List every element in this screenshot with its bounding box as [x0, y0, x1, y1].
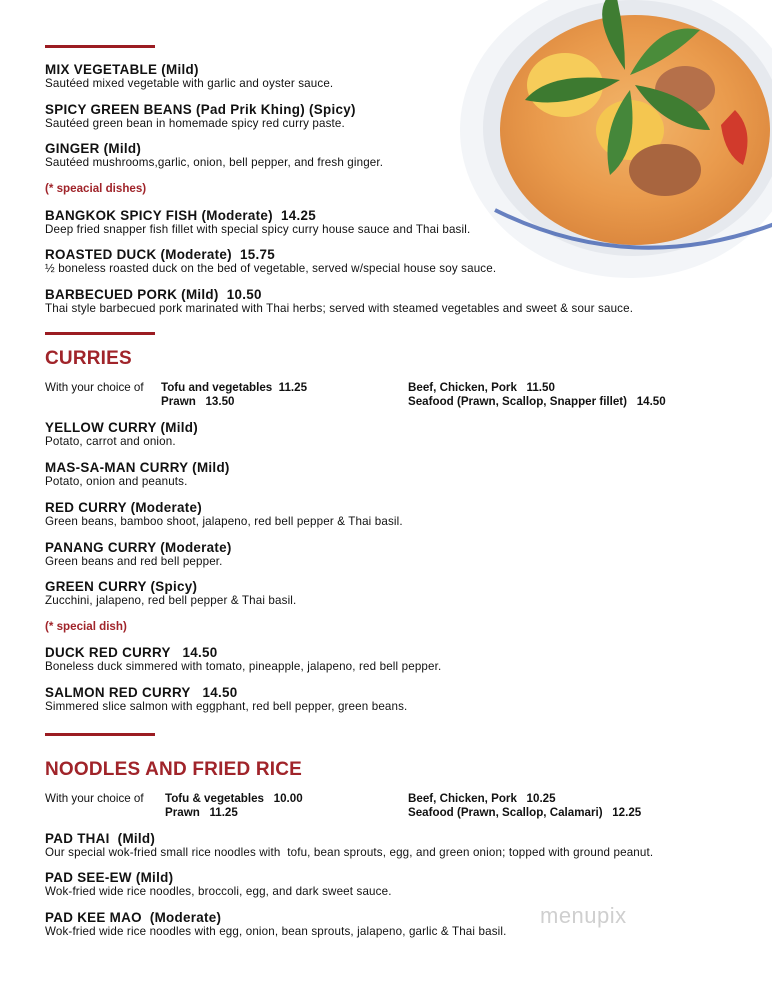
section-divider-curries — [45, 332, 155, 335]
menu-item — [45, 102, 742, 131]
item-description: Zucchini, jalapeno, red bell pepper & Thai basil. — [45, 594, 297, 607]
menu-item — [45, 685, 742, 714]
menu-item — [45, 870, 742, 899]
choice-prawn: Prawn 11.25 — [165, 806, 238, 819]
item-name: ROASTED DUCK (Moderate) 15.75 — [45, 247, 275, 262]
choice-prefix: With your choice of — [45, 792, 144, 805]
menu-item — [45, 141, 742, 170]
choice-prawn: Prawn 13.50 — [161, 395, 235, 408]
item-description: Boneless duck simmered with tomato, pineapple, jalapeno, red bell pepper. — [45, 660, 442, 673]
item-description: Simmered slice salmon with eggphant, red bell pepper, green beans. — [45, 700, 408, 713]
item-name: PANANG CURRY (Moderate) — [45, 540, 232, 555]
item-name: GREEN CURRY (Spicy) — [45, 579, 198, 594]
item-name: MIX VEGETABLE (Mild) — [45, 62, 199, 77]
item-description: Deep fried snapper fish fillet with special spicy curry house sauce and Thai basil. — [45, 223, 471, 236]
menu-item — [45, 831, 742, 860]
menu-item — [45, 645, 742, 674]
item-description: Sautéed mixed vegetable with garlic and oyster sauce. — [45, 77, 334, 90]
item-description: Sautéed mushrooms,garlic, onion, bell pepper, and fresh ginger. — [45, 156, 384, 169]
menu-item — [45, 579, 742, 608]
menu-item — [45, 287, 742, 316]
choice-prefix: With your choice of — [45, 381, 144, 394]
item-name: DUCK RED CURRY 14.50 — [45, 645, 218, 660]
item-name: BARBECUED PORK (Mild) 10.50 — [45, 287, 262, 302]
item-name: PAD KEE MAO (Moderate) — [45, 910, 222, 925]
item-description: Thai style barbecued pork marinated with Thai herbs; served with steamed vegetables and sweet & sour sauce. — [45, 302, 634, 315]
choice-tofu: Tofu & vegetables 10.00 — [165, 792, 303, 805]
menu-item — [45, 62, 742, 91]
section-title-noodles: NOODLES AND FRIED RICE — [45, 759, 303, 780]
item-name: PAD THAI (Mild) — [45, 831, 156, 846]
menu-item — [45, 460, 742, 489]
special-dish-label: (* special dish) — [45, 620, 127, 633]
section-divider-noodles — [45, 733, 155, 736]
item-name: PAD SEE-EW (Mild) — [45, 870, 174, 885]
item-name: SPICY GREEN BEANS (Pad Prik Khing) (Spicy) — [45, 102, 356, 117]
item-description: Wok-fried wide rice noodles with egg, onion, bean sprouts, jalapeno, garlic & Thai basil. — [45, 925, 507, 938]
menu-item — [45, 208, 742, 237]
item-name: RED CURRY (Moderate) — [45, 500, 203, 515]
item-name: SALMON RED CURRY 14.50 — [45, 685, 238, 700]
choice-beef: Beef, Chicken, Pork 11.50 — [408, 381, 555, 394]
section-divider-top — [45, 45, 155, 48]
menu-item — [45, 247, 742, 276]
item-name: MAS-SA-MAN CURRY (Mild) — [45, 460, 230, 475]
menu-item — [45, 420, 742, 449]
choice-beef: Beef, Chicken, Pork 10.25 — [408, 792, 556, 805]
choice-seafood: Seafood (Prawn, Scallop, Calamari) 12.25 — [408, 806, 642, 819]
item-description: Sautéed green bean in homemade spicy red curry paste. — [45, 117, 345, 130]
item-description: Green beans, bamboo shoot, jalapeno, red bell pepper & Thai basil. — [45, 515, 403, 528]
special-dishes-label: (* speacial dishes) — [45, 182, 147, 195]
menupix-watermark: menupix — [540, 903, 627, 928]
item-name: YELLOW CURRY (Mild) — [45, 420, 198, 435]
item-description: Potato, onion and peanuts. — [45, 475, 188, 488]
choice-tofu: Tofu and vegetables 11.25 — [161, 381, 308, 394]
item-description: ½ boneless roasted duck on the bed of vegetable, served w/special house soy sauce. — [45, 262, 497, 275]
item-description: Potato, carrot and onion. — [45, 435, 176, 448]
section-title-curries: CURRIES — [45, 348, 132, 369]
choice-seafood: Seafood (Prawn, Scallop, Snapper fillet) 14.50 — [408, 395, 666, 408]
item-description: Our special wok-fried small rice noodles with tofu, bean sprouts, egg, and green onion; topped with ground peanut. — [45, 846, 654, 859]
item-name: BANGKOK SPICY FISH (Moderate) 14.25 — [45, 208, 316, 223]
menu-item — [45, 540, 742, 569]
item-name: GINGER (Mild) — [45, 141, 142, 156]
menu-item — [45, 500, 742, 529]
item-description: Green beans and red bell pepper. — [45, 555, 223, 568]
item-description: Wok-fried wide rice noodles, broccoli, egg, and dark sweet sauce. — [45, 885, 392, 898]
menu-item — [45, 910, 742, 939]
